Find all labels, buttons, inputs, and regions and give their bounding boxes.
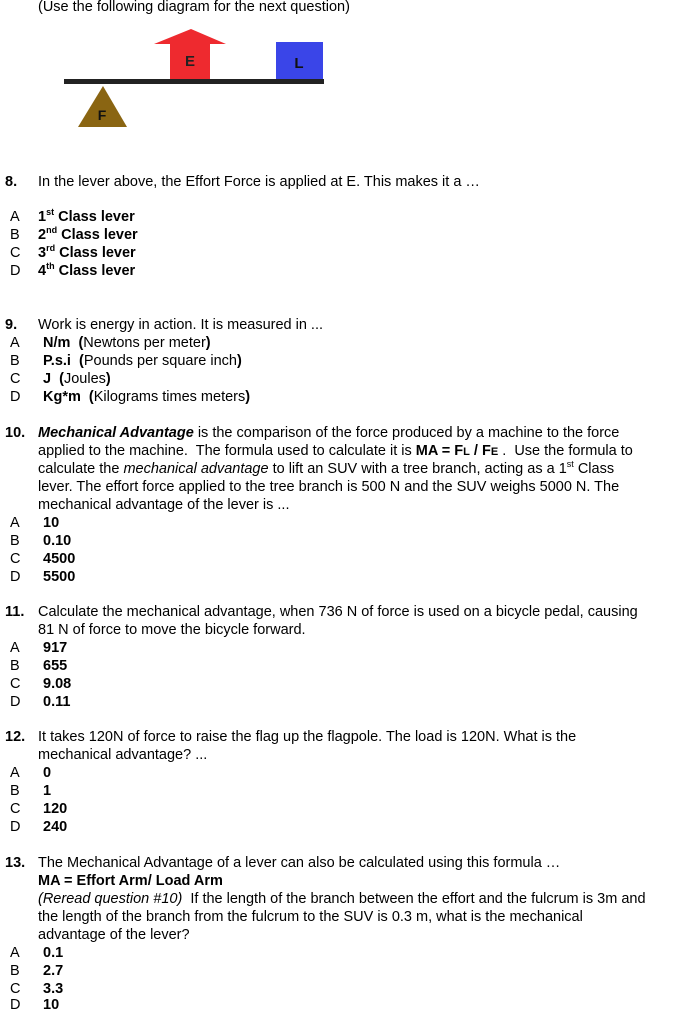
option-letter: D [10, 569, 21, 585]
option-letter: C [10, 981, 21, 997]
option-value: 0 [43, 765, 52, 781]
question-13-line-3: (Reread question #10) If the length of the branch between the effort and the fulcrum is 3m and [38, 891, 646, 907]
option-letter: A [10, 209, 20, 225]
option-value: 0.10 [43, 533, 72, 549]
option-letter: B [10, 353, 20, 369]
option-letter: A [10, 335, 20, 351]
option-value: 240 [43, 819, 68, 835]
question-11-line-2: 81 N of force to move the bicycle forward. [38, 622, 306, 638]
question-13-line-5: advantage of the lever? [38, 927, 190, 943]
option-letter: B [10, 533, 20, 549]
question-12-line-2: mechanical advantage? ... [38, 747, 208, 763]
question-13-line-4: the length of the branch from the fulcrum to the SUV is 0.3 m, what is the mechanical [38, 909, 583, 925]
option-value: 120 [43, 801, 68, 817]
question-12-line-1: It takes 120N of force to raise the flag up the flagpole. The load is 120N. What is the [38, 729, 577, 745]
question-10-line-3: calculate the mechanical advantage to lift an SUV with a tree branch, acting as a 1st Class [38, 459, 615, 477]
option-letter: A [10, 945, 20, 961]
option-letter: B [10, 227, 20, 243]
option-letter: D [10, 263, 21, 279]
option-value: 2.7 [43, 963, 64, 979]
option-letter: D [10, 819, 21, 835]
question-8-text: In the lever above, the Effort Force is applied at E. This makes it a … [38, 174, 480, 190]
question-10-line-1: Mechanical Advantage is the comparison of the force produced by a machine to the force [38, 425, 620, 441]
load-box-icon [276, 42, 323, 80]
option-letter: A [10, 765, 20, 781]
question-13-line-1: The Mechanical Advantage of a lever can also be calculated using this formula … [38, 855, 561, 871]
question-10-line-2: applied to the machine. The formula used to calculate it is MA = FL / FE . Use the formula to [38, 443, 633, 459]
option-value: 0.11 [43, 694, 71, 710]
question-11-line-1: Calculate the mechanical advantage, when 736 N of force is used on a bicycle pedal, causing [38, 604, 638, 620]
question-9-number: 9. [5, 317, 18, 333]
option-letter: B [10, 963, 20, 979]
option-letter: D [10, 389, 21, 405]
option-letter: C [10, 245, 21, 261]
question-10-number: 10. [5, 425, 26, 441]
load-label: L [294, 55, 304, 72]
question-13-number: 13. [5, 855, 26, 871]
option-value: 3.3 [43, 981, 64, 997]
option-value: 0.1 [43, 945, 64, 961]
question-12-number: 12. [5, 729, 26, 745]
option-value: 1 [43, 783, 52, 799]
option-value: 10 [43, 997, 60, 1013]
option-letter: D [10, 997, 21, 1013]
fulcrum-triangle-icon [78, 86, 127, 127]
diagram-instruction: (Use the following diagram for the next question) [38, 0, 350, 15]
option-letter: D [10, 694, 21, 710]
option-letter: A [10, 515, 20, 531]
option-letter: A [10, 640, 20, 656]
lever-diagram [60, 26, 330, 131]
effort-arrow-icon [154, 29, 226, 79]
question-8-number: 8. [5, 174, 18, 190]
question-10-line-4: lever. The effort force applied to the tree branch is 500 N and the SUV weighs 5000 N. The [38, 479, 620, 495]
question-9-text: Work is energy in action. It is measured in ... [38, 317, 324, 333]
lever-beam [64, 79, 324, 84]
option-value: 5500 [43, 569, 76, 585]
fulcrum-label: F [97, 107, 107, 123]
option-letter: B [10, 783, 20, 799]
option-value: 917 [43, 640, 68, 656]
effort-label: E [184, 53, 196, 70]
option-letter: C [10, 551, 21, 567]
question-11-number: 11. [5, 604, 25, 620]
option-letter: C [10, 801, 21, 817]
question-13-formula: MA = Effort Arm/ Load Arm [38, 873, 223, 889]
option-letter: B [10, 658, 20, 674]
option-value: 9.08 [43, 676, 72, 692]
option-value: 10 [43, 515, 60, 531]
option-letter: C [10, 676, 21, 692]
option-letter: C [10, 371, 21, 387]
option-value: 4500 [43, 551, 76, 567]
option-value: 655 [43, 658, 68, 674]
question-10-line-5: mechanical advantage of the lever is ... [38, 497, 290, 513]
formula-ma: MA = F [415, 443, 464, 459]
